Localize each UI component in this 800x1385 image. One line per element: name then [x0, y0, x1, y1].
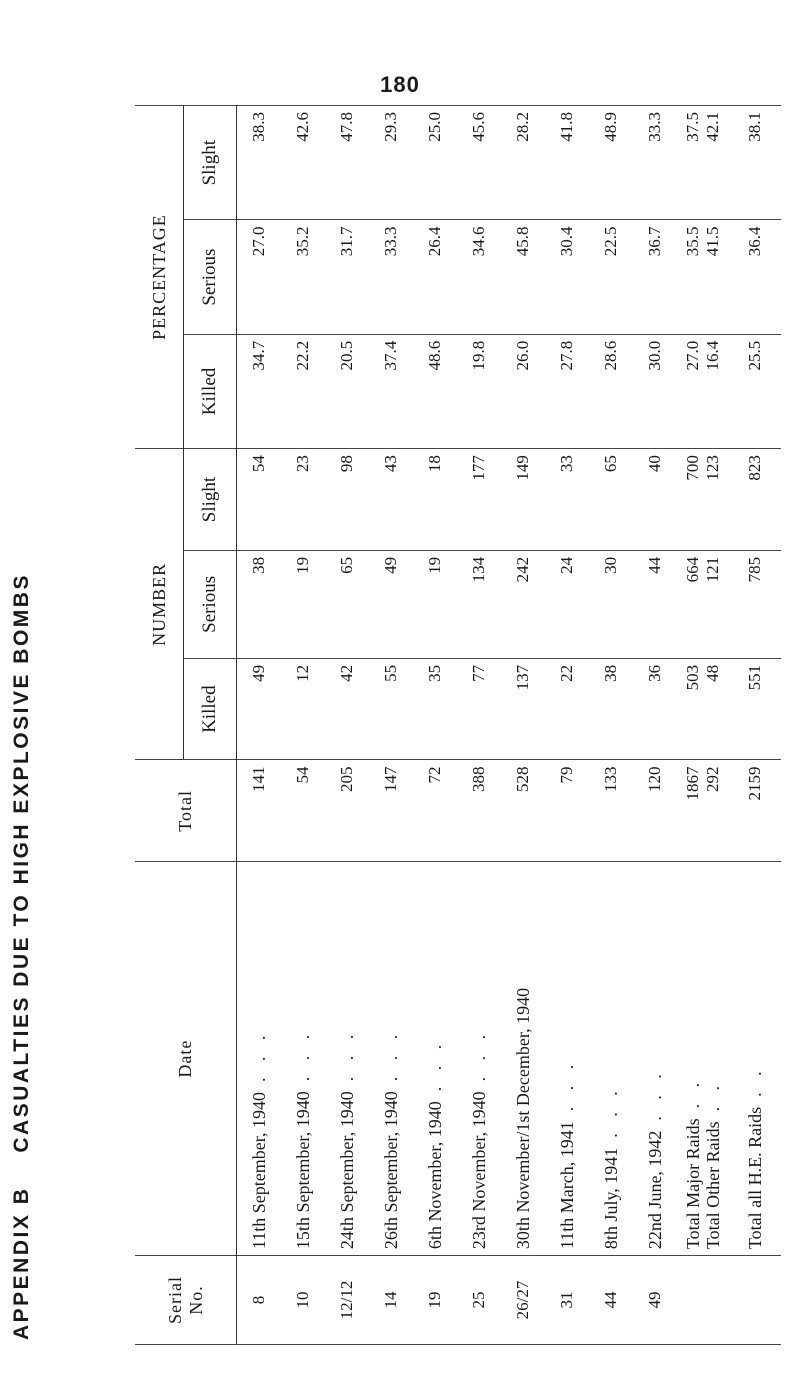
- number-slight-cell: 65: [589, 449, 633, 551]
- header-total: Total: [135, 760, 237, 862]
- date-cell: [589, 862, 633, 1256]
- percentage-killed-cell: 26.0: [501, 334, 545, 448]
- date-text: 23rd November, 1940: [468, 1091, 489, 1250]
- totals-percentage-killed-cell: [677, 334, 729, 448]
- percentage-killed-cell: 30.0: [633, 334, 677, 448]
- total-cell: 133: [589, 760, 633, 862]
- table-row: [325, 106, 369, 1345]
- number-serious-cell: 19: [413, 550, 457, 658]
- casualties-table-container: [135, 105, 765, 1345]
- header-percentage-group: PERCENTAGE: [135, 106, 184, 449]
- total-other-raids-label: Total Other Raids: [703, 1121, 723, 1250]
- number-killed-cell: 38: [589, 658, 633, 760]
- number-killed-cell: 77: [457, 658, 501, 760]
- date-text: 11th September, 1940: [248, 1091, 269, 1250]
- header-number-serious: Serious: [184, 550, 237, 658]
- all-total: 2159: [729, 760, 781, 862]
- serial-cell: 8: [237, 1256, 282, 1345]
- appendix-title: CASUALTIES DUE TO HIGH EXPLOSIVE BOMBS: [10, 573, 33, 1153]
- table-row: [369, 106, 413, 1345]
- leader-dots: . . .: [292, 1028, 313, 1082]
- date-text: 30th November/1st December, 1940: [512, 987, 533, 1250]
- header-number-slight: Slight: [184, 449, 237, 551]
- percentage-slight-cell: 29.3: [369, 106, 413, 220]
- number-killed-cell: 49: [237, 658, 282, 760]
- number-serious-cell: 242: [501, 550, 545, 658]
- number-serious-cell: 38: [237, 550, 282, 658]
- leader-dots: . . .: [248, 1029, 269, 1082]
- date-text: 6th November, 1940: [424, 1101, 445, 1250]
- table-row: [545, 106, 589, 1345]
- header-date: Date: [135, 862, 237, 1256]
- date-cell: [501, 862, 545, 1256]
- date-text: 22nd June, 1942: [644, 1130, 665, 1250]
- percentage-slight-cell: 25.0: [413, 106, 457, 220]
- number-serious-cell: 30: [589, 550, 633, 658]
- all-percentage-killed: 25.5: [729, 334, 781, 448]
- date-cell: [369, 862, 413, 1256]
- number-serious-cell: 24: [545, 550, 589, 658]
- totals-number-serious-cell: [677, 550, 729, 658]
- leader-dots: . .: [683, 1076, 703, 1109]
- serial-cell: 31: [545, 1256, 589, 1345]
- percentage-killed-cell: 34.7: [237, 334, 282, 448]
- table-row: [633, 106, 677, 1345]
- percentage-serious-cell: 45.8: [501, 220, 545, 334]
- number-slight-cell: 40: [633, 449, 677, 551]
- number-serious-cell: 65: [325, 550, 369, 658]
- total-cell: 72: [413, 760, 457, 862]
- date-cell: [545, 862, 589, 1256]
- header-number-killed: Killed: [184, 658, 237, 760]
- other-total: 292: [703, 766, 722, 792]
- totals-total-cell: [677, 760, 729, 862]
- totals-number-slight-cell: [677, 449, 729, 551]
- percentage-killed-cell: 27.8: [545, 334, 589, 448]
- all-percentage-slight: 38.1: [729, 106, 781, 220]
- header-percentage-slight: Slight: [184, 106, 237, 220]
- date-cell: [281, 862, 325, 1256]
- serial-cell: 26/27: [501, 1256, 545, 1345]
- casualties-table: [135, 105, 781, 1345]
- number-slight-cell: 18: [413, 449, 457, 551]
- total-cell: 147: [369, 760, 413, 862]
- number-slight-cell: 43: [369, 449, 413, 551]
- total-cell: 528: [501, 760, 545, 862]
- totals-all-row: [729, 106, 781, 1345]
- number-slight-cell: 54: [237, 449, 282, 551]
- percentage-serious-cell: 30.4: [545, 220, 589, 334]
- serial-cell-empty: [677, 1256, 729, 1345]
- other-number-serious: 121: [703, 556, 722, 583]
- number-killed-cell: 137: [501, 658, 545, 760]
- all-number-slight: 823: [729, 449, 781, 551]
- date-cell: [237, 862, 282, 1256]
- percentage-serious-cell: 35.2: [281, 220, 325, 334]
- date-cell: [633, 862, 677, 1256]
- number-slight-cell: 149: [501, 449, 545, 551]
- leader-dots: . . .: [600, 1085, 621, 1138]
- totals-percentage-serious-cell: [677, 220, 729, 334]
- header-percentage-serious: Serious: [184, 220, 237, 334]
- table-row: [589, 106, 633, 1345]
- percentage-slight-cell: 47.8: [325, 106, 369, 220]
- major-percentage-killed: 27.0: [683, 340, 702, 371]
- number-killed-cell: 22: [545, 658, 589, 760]
- number-serious-cell: 44: [633, 550, 677, 658]
- header-percentage-killed: Killed: [184, 334, 237, 448]
- date-text: 8th July, 1941: [600, 1147, 621, 1250]
- total-major-raids-label: Total Major Raids: [683, 1118, 703, 1250]
- percentage-serious-cell: 33.3: [369, 220, 413, 334]
- table-row: [413, 106, 457, 1345]
- major-number-serious: 664: [683, 556, 702, 583]
- table-row: [457, 106, 501, 1345]
- totals-major-other-row: [677, 106, 729, 1345]
- total-cell: 120: [633, 760, 677, 862]
- serial-cell: 19: [413, 1256, 457, 1345]
- total-cell: 141: [237, 760, 282, 862]
- serial-cell-empty: [729, 1256, 781, 1345]
- total-cell: 54: [281, 760, 325, 862]
- serial-cell: 49: [633, 1256, 677, 1345]
- major-percentage-slight: 37.5: [683, 112, 702, 142]
- major-number-slight: 700: [683, 455, 702, 481]
- total-cell: 205: [325, 760, 369, 862]
- number-killed-cell: 12: [281, 658, 325, 760]
- totals-number-killed-cell: [677, 658, 729, 760]
- percentage-slight-cell: 41.8: [545, 106, 589, 220]
- percentage-serious-cell: 27.0: [237, 220, 282, 334]
- number-killed-cell: 35: [413, 658, 457, 760]
- table-row: [501, 106, 545, 1345]
- appendix-label: APPENDIX B: [10, 1186, 33, 1340]
- other-number-slight: 123: [703, 455, 722, 481]
- number-serious-cell: 49: [369, 550, 413, 658]
- percentage-serious-cell: 31.7: [325, 220, 369, 334]
- all-percentage-serious: 36.4: [729, 220, 781, 334]
- number-killed-cell: 36: [633, 658, 677, 760]
- leader-dots: . . .: [468, 1028, 489, 1082]
- number-killed-cell: 55: [369, 658, 413, 760]
- appendix-caption: [10, 573, 34, 1340]
- other-percentage-serious: 41.5: [703, 226, 722, 257]
- table-row: [281, 106, 325, 1345]
- serial-cell: 44: [589, 1256, 633, 1345]
- percentage-killed-cell: 48.6: [413, 334, 457, 448]
- percentage-slight-cell: 48.9: [589, 106, 633, 220]
- header-serial: Serial No.: [135, 1256, 237, 1345]
- leader-dots: . . .: [556, 1058, 577, 1112]
- percentage-serious-cell: 36.7: [633, 220, 677, 334]
- percentage-slight-cell: 38.3: [237, 106, 282, 220]
- date-cell: [325, 862, 369, 1256]
- number-slight-cell: 23: [281, 449, 325, 551]
- leader-dots: . . .: [424, 1038, 445, 1092]
- totals-percentage-slight-cell: [677, 106, 729, 220]
- percentage-serious-cell: 26.4: [413, 220, 457, 334]
- serial-cell: 14: [369, 1256, 413, 1345]
- major-percentage-serious: 35.5: [683, 226, 702, 257]
- number-serious-cell: 19: [281, 550, 325, 658]
- leader-dots: . . .: [644, 1068, 665, 1121]
- number-slight-cell: 98: [325, 449, 369, 551]
- major-number-killed: 503: [683, 664, 702, 691]
- percentage-slight-cell: 33.3: [633, 106, 677, 220]
- percentage-slight-cell: 42.6: [281, 106, 325, 220]
- all-number-serious: 785: [729, 550, 781, 658]
- header-number-group: NUMBER: [135, 449, 184, 760]
- other-number-killed: 48: [703, 664, 722, 682]
- date-text: 11th March, 1941: [556, 1121, 577, 1250]
- total-all-raids-label: Total all H.E. Raids: [744, 1106, 765, 1250]
- percentage-killed-cell: 37.4: [369, 334, 413, 448]
- percentage-serious-cell: 34.6: [457, 220, 501, 334]
- number-slight-cell: 33: [545, 449, 589, 551]
- percentage-serious-cell: 22.5: [589, 220, 633, 334]
- leader-dots: . .: [744, 1065, 765, 1097]
- leader-dots: . . .: [380, 1028, 401, 1082]
- percentage-killed-cell: 22.2: [281, 334, 325, 448]
- date-text: 26th September, 1940: [380, 1091, 401, 1250]
- all-number-killed: 551: [729, 658, 781, 760]
- total-cell: 388: [457, 760, 501, 862]
- page-number: 180: [380, 72, 420, 97]
- date-text: 24th September, 1940: [336, 1091, 357, 1250]
- leader-dots: [513, 978, 533, 988]
- serial-cell: 12/12: [325, 1256, 369, 1345]
- serial-cell: 25: [457, 1256, 501, 1345]
- number-killed-cell: 42: [325, 658, 369, 760]
- date-cell: [413, 862, 457, 1256]
- table-row: [237, 106, 282, 1345]
- major-total: 1867: [683, 766, 702, 801]
- serial-cell: 10: [281, 1256, 325, 1345]
- totals-all-label-cell: [729, 862, 781, 1256]
- other-percentage-slight: 42.1: [703, 112, 722, 142]
- percentage-killed-cell: 28.6: [589, 334, 633, 448]
- other-percentage-killed: 16.4: [703, 340, 722, 371]
- leader-dots: . .: [703, 1079, 723, 1112]
- date-text: 15th September, 1940: [292, 1091, 313, 1250]
- percentage-slight-cell: 28.2: [501, 106, 545, 220]
- date-cell: [457, 862, 501, 1256]
- total-cell: 79: [545, 760, 589, 862]
- percentage-killed-cell: 20.5: [325, 334, 369, 448]
- percentage-slight-cell: 45.6: [457, 106, 501, 220]
- number-slight-cell: 177: [457, 449, 501, 551]
- totals-label-cell: [677, 862, 729, 1256]
- number-serious-cell: 134: [457, 550, 501, 658]
- leader-dots: . . .: [336, 1028, 357, 1082]
- percentage-killed-cell: 19.8: [457, 334, 501, 448]
